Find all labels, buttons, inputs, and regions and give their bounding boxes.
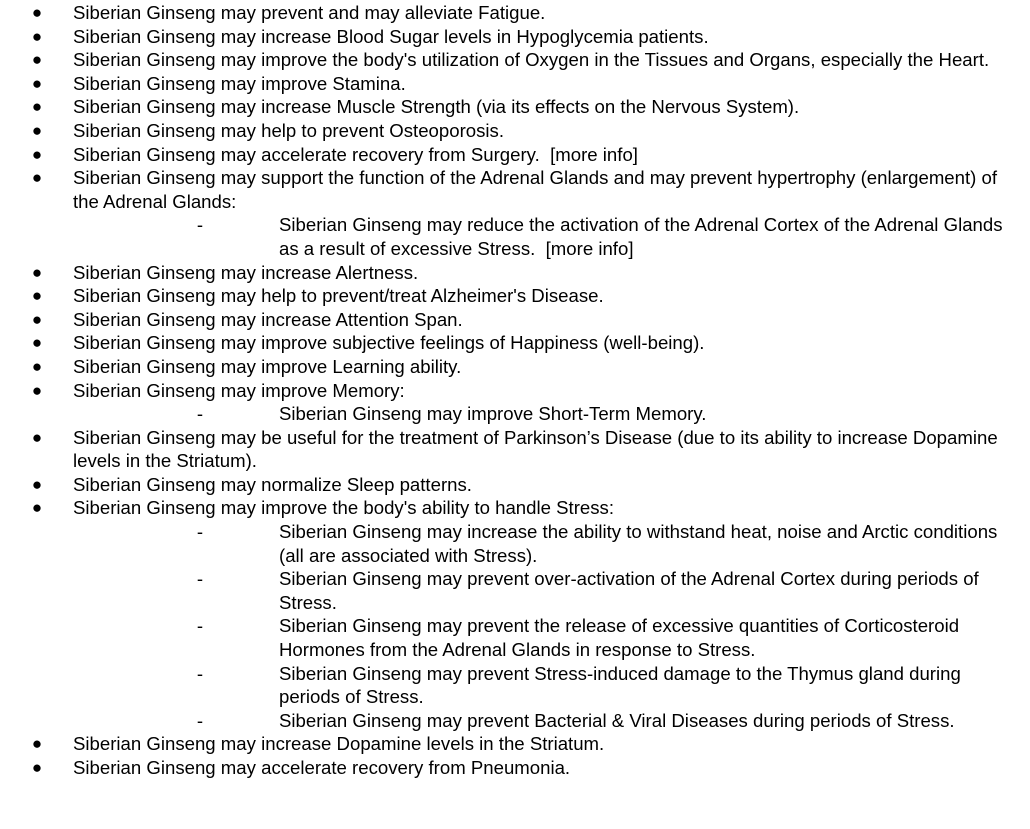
list-item-text: Siberian Ginseng may increase Alertness.	[73, 261, 419, 283]
bullet-marker: ●	[31, 120, 43, 140]
list-item	[0, 756, 1008, 780]
list-item-text: Siberian Ginseng may increase Dopamine levels in the Striatum.	[73, 733, 605, 755]
list-item-text: Siberian Ginseng may increase Muscle Strength (via its effects on the Nervous System).	[73, 96, 800, 118]
list-item	[0, 166, 1008, 213]
list-item	[0, 473, 1008, 497]
list-item-text: Siberian Ginseng may prevent and may alleviate Fatigue.	[73, 2, 546, 23]
bullet-marker: ●	[31, 168, 43, 188]
sub-list-item	[0, 614, 1019, 661]
sub-list-item	[0, 709, 1019, 733]
bullet-marker: ●	[31, 309, 43, 329]
list-item	[0, 379, 1008, 403]
bullet-marker: ●	[31, 286, 43, 306]
dash-marker: -	[196, 214, 204, 236]
list-item-text: Siberian Ginseng may normalize Sleep patterns.	[73, 473, 472, 495]
list-item	[0, 308, 1008, 332]
list-item-text: Siberian Ginseng may accelerate recovery from Surgery.	[73, 143, 540, 165]
sub-list-item-text: Siberian Ginseng may prevent over-activation of the Adrenal Cortex during periods of Stress.	[279, 568, 979, 613]
sub-list-item-text: Siberian Ginseng may increase the ability to withstand heat, noise and Arctic conditions (all are associated with Stress).	[279, 521, 998, 566]
list-item-text: Siberian Ginseng may improve Stamina.	[73, 72, 406, 94]
list-item-text: Siberian Ginseng may improve subjective feelings of Happiness (well-being).	[73, 332, 705, 354]
bullet-marker: ●	[31, 734, 43, 754]
sub-list-item	[0, 213, 1019, 260]
list-item-text: Siberian Ginseng may accelerate recovery from Pneumonia.	[73, 757, 571, 778]
list-item	[0, 284, 1008, 308]
bullet-marker: ●	[31, 3, 43, 22]
list-item	[0, 48, 1008, 72]
dash-marker: -	[196, 662, 204, 684]
bullet-marker: ●	[31, 50, 43, 70]
dash-marker: -	[196, 709, 204, 731]
list-item-text: Siberian Ginseng may improve Memory:	[73, 379, 405, 401]
list-item-text: Siberian Ginseng may help to prevent/treat Alzheimer's Disease.	[73, 285, 604, 307]
dash-marker: -	[196, 615, 204, 637]
dash-marker: -	[196, 521, 204, 543]
list-item	[0, 732, 1008, 756]
sub-list-item-text: Siberian Ginseng may prevent Bacterial & Viral Diseases during periods of Stress.	[279, 709, 955, 731]
list-item-text: Siberian Ginseng may help to prevent Osteoporosis.	[73, 119, 504, 141]
list-item	[0, 496, 1008, 520]
list-item	[0, 119, 1008, 143]
list-item-text: Siberian Ginseng may increase Blood Sugar levels in Hypoglycemia patients.	[73, 25, 709, 47]
list-item	[0, 95, 1008, 119]
list-item-text: Siberian Ginseng may be useful for the treatment of Parkinson’s Disease (due to its ability to increase Dopamine levels in the Striatum).	[73, 426, 998, 472]
bullet-marker: ●	[31, 333, 43, 353]
bullet-marker: ●	[31, 73, 43, 93]
bullet-marker: ●	[31, 427, 43, 447]
list-item-text: Siberian Ginseng may improve the body's utilization of Oxygen in the Tissues and Organs, especially the Heart.	[73, 49, 990, 71]
more-info-link[interactable]: [more info]	[550, 143, 638, 165]
list-item-text: Siberian Ginseng may increase Attention Span.	[73, 308, 463, 330]
list-item-text: Siberian Ginseng may support the function of the Adrenal Glands and may prevent hypertrophy (enlargement) of the Adrenal Glands:	[73, 167, 998, 212]
sub-list-item-text: Siberian Ginseng may reduce the activation of the Adrenal Cortex of the Adrenal Glands as a result of excessive Stress.	[279, 214, 1003, 259]
bullet-marker: ●	[31, 356, 43, 376]
list-item	[0, 355, 1008, 379]
bullet-marker: ●	[31, 144, 43, 164]
bullet-marker: ●	[31, 262, 43, 282]
sub-list-item	[0, 520, 1019, 567]
bullet-marker: ●	[31, 474, 43, 494]
sub-list-item-text: Siberian Ginseng may improve Short-Term Memory.	[279, 403, 707, 425]
benefits-list	[0, 1, 1030, 780]
list-item	[0, 25, 1008, 49]
list-item	[0, 331, 1008, 355]
list-item-text: Siberian Ginseng may improve Learning ability.	[73, 355, 462, 377]
list-item	[0, 143, 1008, 167]
list-item	[0, 72, 1008, 96]
bullet-marker: ●	[31, 758, 43, 777]
sub-list-item	[0, 402, 1019, 426]
list-item	[0, 1, 1008, 25]
bullet-marker: ●	[31, 380, 43, 400]
more-info-link[interactable]: [more info]	[545, 237, 634, 259]
sub-list-item-text: Siberian Ginseng may prevent the release of excessive quantities of Corticosteroid Hormones from the Adrenal Glands in response to Stress.	[279, 615, 960, 661]
sub-list-item	[0, 662, 1019, 709]
list-item	[0, 261, 1008, 285]
sub-list-item	[0, 567, 1019, 614]
list-item	[0, 426, 1008, 473]
bullet-marker: ●	[31, 498, 43, 518]
sub-list-item-text: Siberian Ginseng may prevent Stress-induced damage to the Thymus gland during periods of Stress.	[279, 662, 961, 708]
dash-marker: -	[196, 403, 204, 425]
bullet-marker: ●	[31, 26, 43, 46]
list-item-text: Siberian Ginseng may improve the body's ability to handle Stress:	[73, 497, 614, 519]
dash-marker: -	[196, 568, 204, 590]
bullet-marker: ●	[31, 97, 43, 117]
